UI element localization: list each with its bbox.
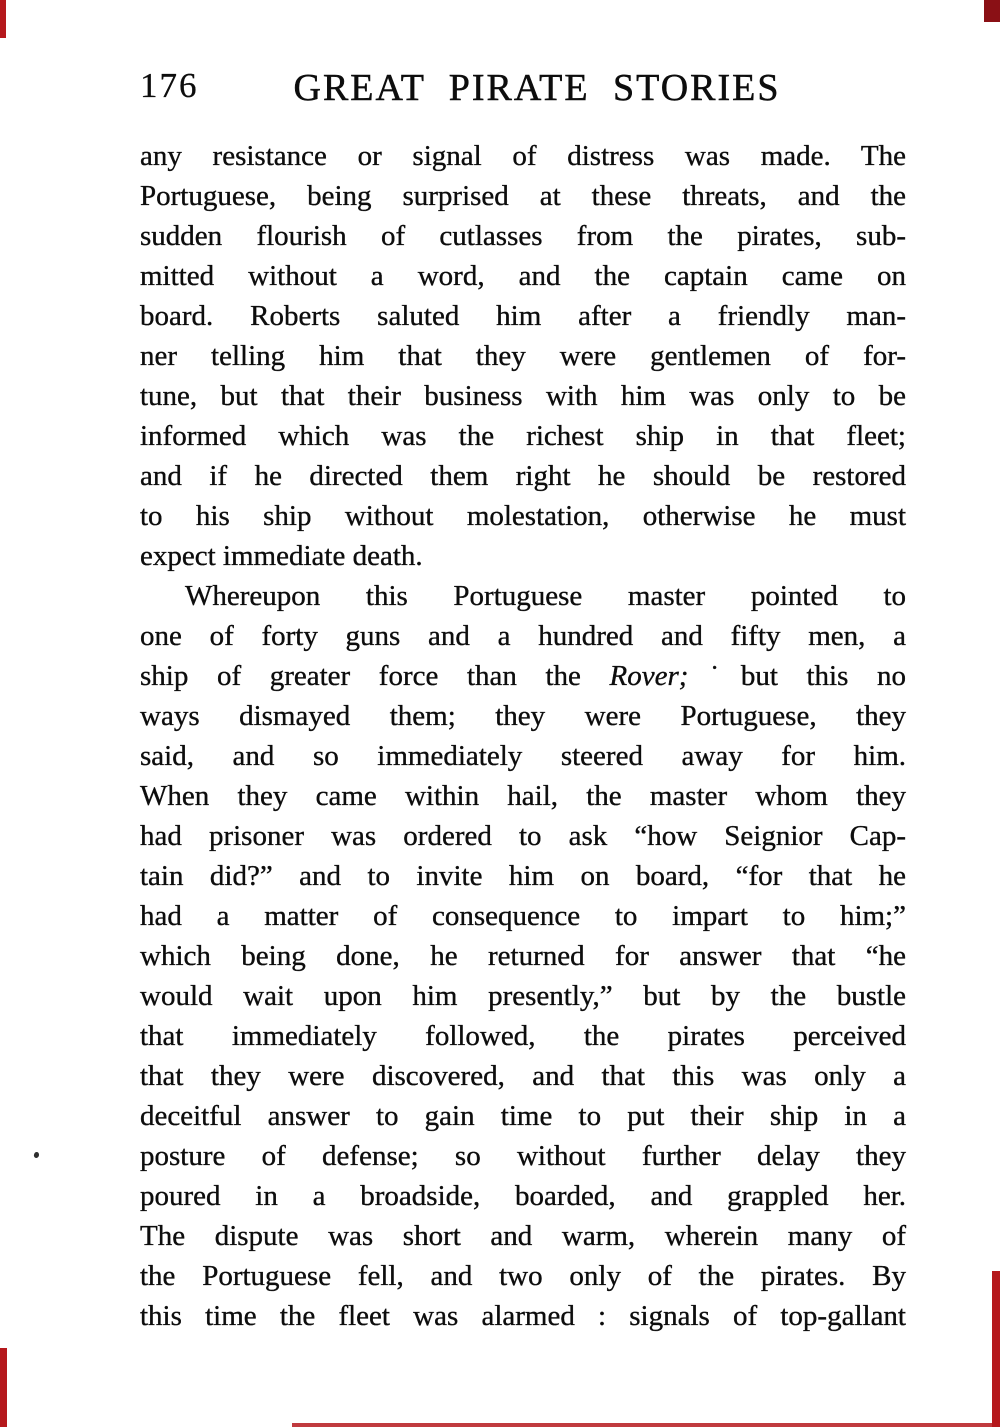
text-line: board. Roberts saluted him after a friendly man- <box>140 300 906 332</box>
text-line: the Portuguese fell, and two only of the pirates. By <box>140 1260 906 1292</box>
text-line: deceitful answer to gain time to put their ship in a <box>140 1100 906 1132</box>
text-line: poured in a broadside, boarded, and grappled her. <box>140 1180 906 1212</box>
text-line <box>140 656 906 696</box>
text-line: sudden flourish of cutlasses from the pirates, sub- <box>140 220 906 252</box>
text-line: Portuguese, being surprised at these threats, and the <box>140 180 906 212</box>
text-line: and if he directed them right he should be restored <box>140 460 906 492</box>
text-line: ner telling him that they were gentlemen of for- <box>140 340 906 372</box>
text-line: which being done, he returned for answer that “he <box>140 940 906 972</box>
italic-text: Rover; <box>609 660 689 692</box>
scan-edge-stain-bottom <box>292 1423 992 1427</box>
scan-edge-stain-top-left <box>0 0 6 38</box>
page-number: 176 <box>140 66 199 105</box>
text-line: tain did?” and to invite him on board, “for that he <box>140 860 906 892</box>
page-body <box>140 136 906 1336</box>
text-line: would wait upon him presently,” but by the bustle <box>140 980 906 1012</box>
text-line: Whereupon this Portuguese master pointed to <box>185 580 906 612</box>
text-line: informed which was the richest ship in that fleet; <box>140 420 906 452</box>
text-segment: ship of greater force than the <box>140 660 610 692</box>
text-line: said, and so immediately steered away for him. <box>140 740 906 772</box>
running-title: GREAT PIRATE STORIES <box>293 67 781 109</box>
page-header <box>140 66 906 109</box>
text-line: The dispute was short and warm, wherein many of <box>140 1220 906 1252</box>
text-line: that they were discovered, and that this was only a <box>140 1060 906 1092</box>
text-line: mitted without a word, and the captain came on <box>140 260 906 292</box>
text-line: had prisoner was ordered to ask “how Seignior Cap- <box>140 820 906 852</box>
text-line: expect immediate death. <box>140 540 423 572</box>
scan-edge-stain-bottom-right <box>992 1271 1000 1427</box>
text-line: When they came within hail, the master whom they <box>140 780 906 812</box>
text-line: this time the fleet was alarmed : signals of top-gallant <box>140 1300 906 1332</box>
text-line: to his ship without molestation, otherwise he must <box>140 500 906 532</box>
text-line: ways dismayed them; they were Portuguese, they <box>140 700 906 732</box>
text-line: any resistance or signal of distress was made. The <box>140 140 906 172</box>
paragraph <box>140 136 906 576</box>
text-line: had a matter of consequence to impart to him;” <box>140 900 906 932</box>
scan-edge-stain-bottom-left <box>0 1348 7 1427</box>
text-line: tune, but that their business with him was only to be <box>140 380 906 412</box>
text-segment: ˙but this no <box>688 660 906 692</box>
margin-speck-artifact <box>33 1151 40 1158</box>
text-line: that immediately followed, the pirates perceived <box>140 1020 906 1052</box>
paragraph <box>140 576 906 1336</box>
scan-edge-stain-top-right <box>984 0 1000 22</box>
text-line: posture of defense; so without further delay they <box>140 1140 906 1172</box>
text-line: one of forty guns and a hundred and fifty men, a <box>140 620 906 652</box>
